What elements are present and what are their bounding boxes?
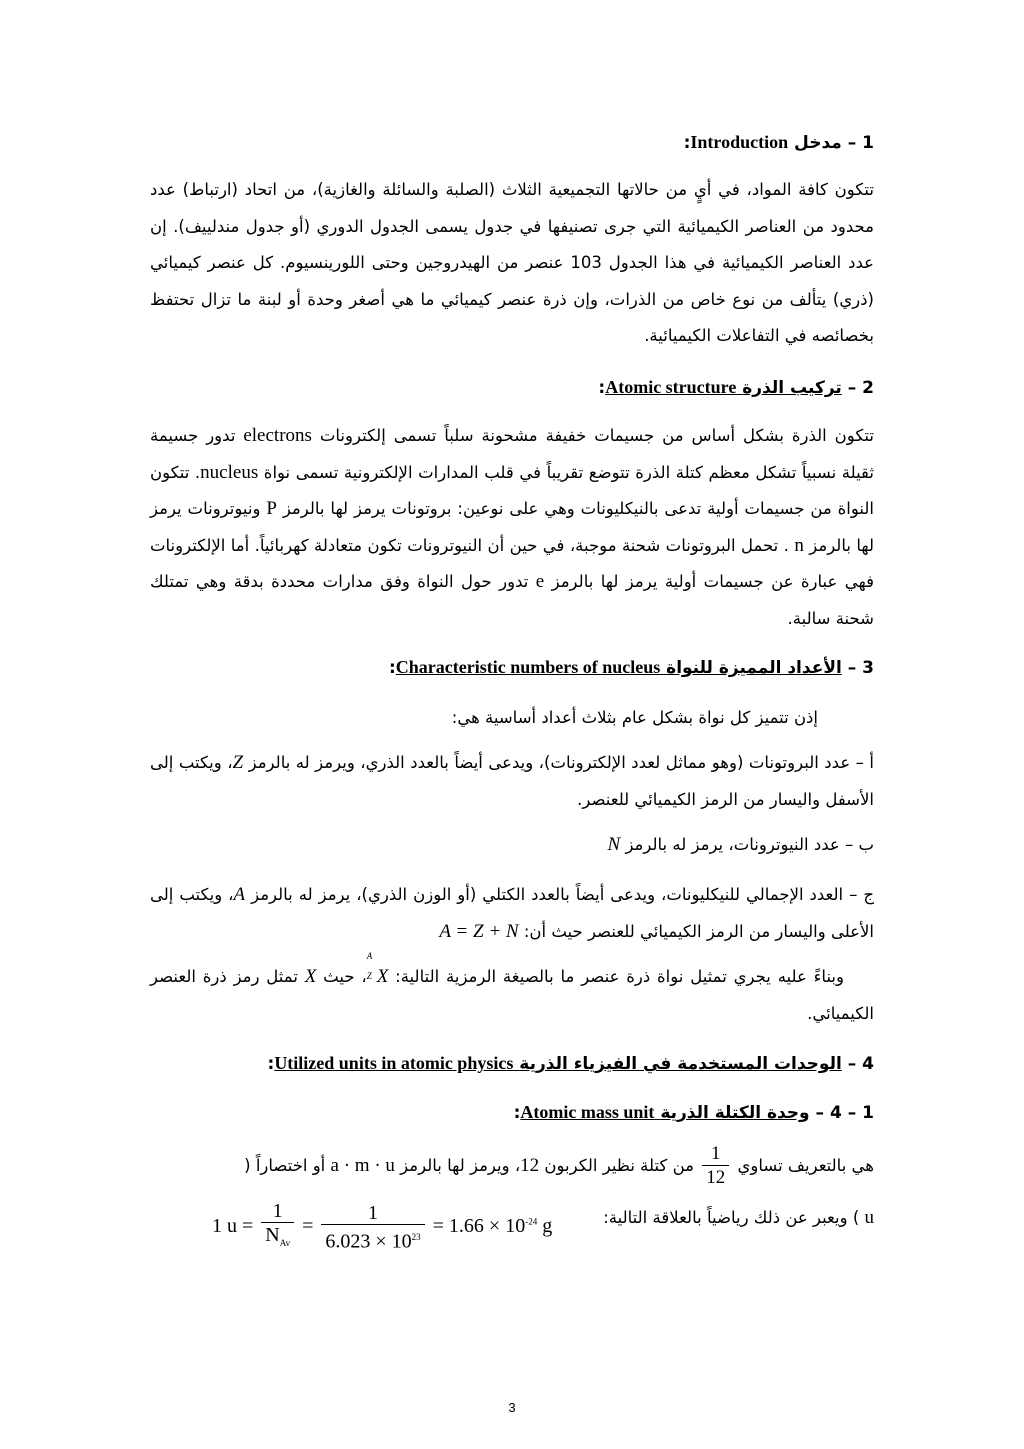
paragraph-text: من كتلة نظير الكربون [539,1156,700,1175]
equation-A-Z-N: A = Z + N [439,920,519,942]
section-1-paragraph [150,172,874,355]
section-4-1-heading [150,1094,874,1132]
section-number: 4 – [841,1054,874,1074]
symbol-proton: P [266,498,277,519]
item-b [150,827,874,864]
term-nucleus: nucleus [200,461,259,483]
symbol-N: N [607,834,621,855]
numerator: 1 [321,1202,424,1225]
intro-text: إذن تتميز كل نواة بشكل عام بثلاث أعداد أساسية هي: [451,708,818,727]
mass-number: A [366,951,373,961]
paragraph-text: أو اختصاراً ( [244,1156,331,1175]
section-4-heading [150,1045,874,1083]
item-text: ، ويكتب إلى الأعلى واليسار من الرمز الكيميائي للعنصر حيث أن: [150,885,874,941]
section-title-ar: الأعداد المميزة للنواة [666,658,842,678]
carbon-isotope: 12 [520,1155,540,1176]
term-electrons: electrons [243,425,312,446]
item-text: وبناءً عليه يجري تمثيل نواة ذرة عنصر ما بالصيغة الرمزية التالية: [388,967,844,986]
symbol-amu: a · m · u [330,1155,395,1176]
paragraph-text: . تحمل البروتونات شحنة موجبة، في حين أن النيوترونات تكون متعادلة كهربائياً. أما الإلكترونات فهي عبارة عن جسيمات أولية يرمز لها بالرمز [150,535,875,591]
paragraph-text: . تتكون النواة من جسيمات أولية تدعى بالنيكليونات وهي على نوعين: بروتونات يرمز لها بالرمز [150,462,875,518]
element-symbol: X [376,966,389,987]
fraction-one-over-avogadro [261,1200,294,1255]
section-title-ar: تركيب الذرة [742,378,842,398]
item-text: ب – عدد النيوترونات، يرمز له بالرمز [620,835,874,854]
symbol-X: X [304,966,317,987]
denominator: 12 [706,1167,726,1188]
section-title-en: Utilized units in atomic physics [274,1053,514,1073]
colon: : [267,1054,275,1074]
section-title-en: Atomic mass unit [520,1102,655,1122]
section-title-ar: وحدة الكتلة الذرية [660,1103,810,1123]
section-2-heading [150,369,874,407]
section-1-heading [150,124,874,162]
paragraph-text: تدور حول النواة وفق مدارات محددة بدقة وهي تمتلك شحنة سالبة. [150,572,874,628]
section-2-paragraph [150,418,874,637]
section-number: 3 – [841,658,874,678]
formula-lhs: 1 u = [212,1215,254,1238]
avogadro-subscript: Av [279,1238,291,1248]
section-title-en: Atomic structure [605,377,737,397]
page-number: 3 [508,1400,516,1415]
colon: : [388,658,396,678]
equals-sign: = [302,1215,314,1238]
atomic-number: Z [366,971,372,981]
result-exponent: -24 [525,1216,538,1227]
paragraph-text: تتكون كافة المواد، في أيٍ من حالاتها التجميعية الثلاث (الصلبة والسائلة والغازية)، من اتحاد (ارتباط) عدد محدود من العناصر الكيميائية التي جرى تصنيفها في جدول يسمى الجدول الدوري (أو جدول مندلييف). إن عدد العناصر الكيميائية في هذا الجدول 103 عنصر من الهيدروجين وحتى اللورينسيوم. كل عنصر كيميائي (ذري) يتألف من نوع خاص من الذرات، وإن ذرة عنصر كيميائي ما هي أصغر وحدة أو لبنة ما تزال تحتفظ بخصائصه في التفاعلات الكيميائية. [150,180,874,345]
item-text: ، ويكتب إلى الأسفل واليسار من الرمز الكيميائي للعنصر. [150,753,874,809]
fraction-one-twelfth [702,1143,729,1190]
amu-formula [212,1200,552,1255]
item-a [150,745,874,818]
symbol-electron: e [535,571,545,592]
denominator [321,1225,424,1254]
section-title-ar: الوحدات المستخدمة في الفيزياء الذرية [519,1054,842,1074]
paragraph-text: ونيوترونات يرمز لها بالرمز [150,499,875,555]
section-3-intro [150,700,874,737]
paragraph-text: تدور جسيمة ثقيلة نسبياً تشكل معظم كتلة الذرة تتوضع تقريباً في قلب المدارات الإلكترونية تسمى نواة [150,426,874,482]
symbol-A: A [233,884,246,905]
avogadro-exponent: 23 [411,1231,421,1242]
fraction-one-over-avogadro-value [321,1202,424,1254]
section-3-heading [150,649,874,687]
paragraph-text: ) ويعبر عن ذلك رياضياً بالعلاقة التالية: [603,1208,865,1227]
paragraph-text: هي بالتعريف تساوي [732,1156,874,1175]
colon: : [513,1103,521,1123]
paragraph-text: تتكون الذرة بشكل أساس من جسيمات خفيفة مشحونة سلباً تسمى إلكترونات [311,426,874,445]
colon: : [683,133,691,153]
item-text: أ – عدد البروتونات (وهو مماثل لعدد الإلكترونات)، ويدعى أيضاً بالعدد الذري، ويرمز له بالرمز [243,753,874,772]
avogadro-symbol: N [265,1224,280,1246]
section-title-ar: مدخل [794,133,842,153]
numerator: 1 [261,1200,294,1223]
symbol-Z: Z [232,752,244,773]
colon: : [598,378,606,398]
avogadro-value: 6.023 × 10 [325,1230,412,1253]
item-text: ، حيث [316,967,367,986]
item-c [150,877,874,950]
section-number: 1 – 4 – [809,1103,874,1123]
unit-grams: g [537,1215,553,1238]
item-text: تمثل رمز ذرة العنصر الكيميائي. [150,967,874,1023]
item-text: ج – العدد الإجمالي للنيكليونات، ويدعى أيضاً بالعدد الكتلي (أو الوزن الذري)، يرمز له بالرمز [245,885,874,904]
section-number: 2 – [841,378,874,398]
section-number: 1 – [841,133,874,153]
symbol-u: u [864,1207,874,1228]
item-d [150,951,874,1032]
section-title-en: Characteristic numbers of nucleus [395,657,661,677]
symbol-neutron: n [794,534,804,556]
section-title-en: Introduction [690,132,789,152]
formula-result: = 1.66 × 10 [432,1215,526,1238]
numerator: 1 [702,1143,729,1166]
denominator [261,1223,294,1255]
paragraph-text: ، ويرمز لها بالرمز [394,1156,521,1175]
nuclide-notation [366,951,389,996]
